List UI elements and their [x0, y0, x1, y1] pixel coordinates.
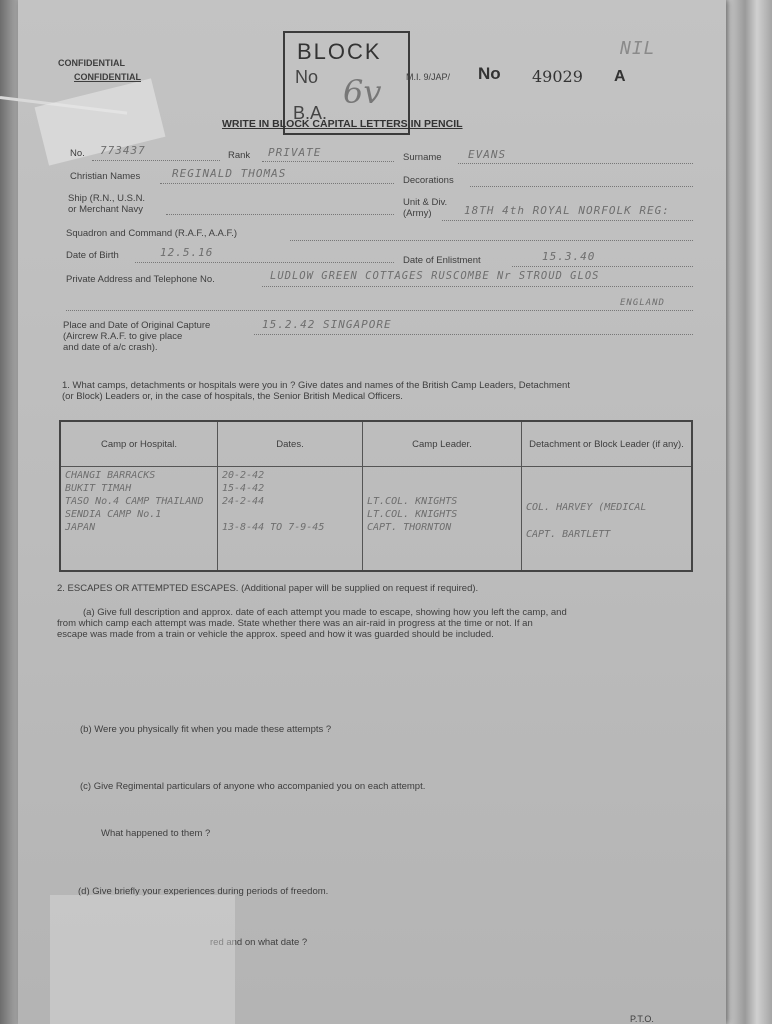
question-1: [62, 380, 702, 402]
header-camp: Camp or Hospital.: [60, 421, 218, 467]
camp-entry: SENDIA CAMP No.1: [65, 509, 162, 520]
camp-entry: BUKIT TIMAH: [65, 483, 132, 494]
question-1-line-1: 1. What camps, detachments or hospitals were you in ? Give dates and names of the British Camp Leaders, Detachment: [62, 380, 570, 391]
rank-value: PRIVATE: [268, 146, 322, 159]
stamp-no-text: No: [295, 67, 319, 87]
capture-label-line-3: and date of a/c crash).: [63, 342, 158, 353]
dates-cell: [218, 467, 363, 572]
header-dates: Dates.: [218, 421, 363, 467]
unit-label: [403, 197, 447, 219]
dob-value: 12.5.16: [160, 246, 214, 259]
question-1-line-2: (or Block) Leaders or, in the case of hospitals, the Senior British Medical Officers.: [62, 391, 403, 402]
christian-names-value: REGINALD THOMAS: [172, 167, 287, 180]
stamp-handwritten-number: 6v: [343, 73, 382, 111]
leaders-cell: [363, 467, 522, 572]
stamp-ba-text: B.A.: [293, 103, 328, 123]
question-2a-line-1: (a) Give full description and approx. date of each attempt you made to escape, showing how you left the camp, and: [83, 607, 567, 618]
camps-cell: [60, 467, 218, 572]
detachment-cell: [522, 467, 693, 572]
unit-label-line-1: Unit & Div.: [403, 197, 448, 208]
surname-label: Surname: [403, 152, 442, 163]
decorations-label: Decorations: [403, 175, 454, 186]
address-value-country: ENGLAND: [620, 298, 665, 308]
capture-label-line-1: Place and Date of Original Capture: [63, 320, 211, 331]
no-value: 773437: [100, 144, 146, 157]
date-entry: 15-4-42: [222, 483, 265, 494]
question-2d: (d) Give briefly your experiences during periods of freedom.: [78, 886, 329, 897]
ship-label: [68, 193, 145, 215]
question-2a: [57, 607, 697, 640]
faded-area: [50, 895, 235, 1024]
question-2c-followup: What happened to them ?: [101, 828, 211, 839]
unit-value: 18TH 4th ROYAL NORFOLK REG:: [464, 204, 670, 217]
address-value: LUDLOW GREEN COTTAGES RUSCOMBE Nr STROUD GLOS: [270, 270, 600, 282]
camp-entry: JAPAN: [65, 522, 96, 533]
header-camp-leader: Camp Leader.: [363, 421, 522, 467]
question-2a-line-2: from which camp each attempt was made. State whether there was an air-raid in progress at the time or not. If an: [57, 618, 533, 629]
unit-label-line-2: (Army): [403, 208, 432, 219]
pto-note: P.T.O.: [630, 1014, 654, 1024]
form-reference: M.I. 9/JAP/: [406, 72, 451, 82]
dob-label: Date of Birth: [66, 250, 119, 261]
camps-table: [59, 420, 693, 572]
detachment-entry: CAPT. BARTLETT: [526, 529, 611, 540]
capture-value: 15.2.42 SINGAPORE: [262, 318, 392, 331]
series-letter: A: [614, 68, 626, 85]
instruction-heading: WRITE IN BLOCK CAPITAL LETTERS IN PENCIL: [222, 118, 463, 130]
date-entry: 20-2-42: [222, 470, 265, 481]
classification-top: CONFIDENTIAL: [58, 58, 125, 68]
enlistment-label: Date of Enlistment: [403, 255, 481, 266]
capture-label-line-2: (Aircrew R.A.F. to give place: [63, 331, 183, 342]
surname-value: EVANS: [468, 148, 507, 161]
question-2b: (b) Were you physically fit when you made these attempts ?: [80, 724, 332, 735]
ship-label-line-2: or Merchant Navy: [68, 204, 143, 215]
camp-entry: TASO No.4 CAMP THAILAND: [65, 496, 204, 507]
leader-entry: CAPT. THORNTON: [367, 522, 452, 533]
enlistment-value: 15.3.40: [542, 250, 596, 263]
question-2-heading: 2. ESCAPES OR ATTEMPTED ESCAPES. (Additional paper will be supplied on request if required).: [57, 583, 479, 594]
leader-entry: LT.COL. KNIGHTS: [367, 509, 458, 520]
number-label: No: [478, 64, 501, 83]
classification-second: CONFIDENTIAL: [74, 72, 141, 82]
table-header-row: [60, 421, 692, 467]
camp-entry: CHANGI BARRACKS: [65, 470, 156, 481]
ship-label-line-1: Ship (R.N., U.S.N.: [68, 193, 146, 204]
rank-label: Rank: [228, 150, 251, 161]
no-label: No.: [70, 148, 85, 159]
nil-annotation: NIL: [620, 38, 656, 59]
form-number: 49029: [532, 67, 583, 86]
address-label: Private Address and Telephone No.: [66, 274, 215, 285]
table-row: [60, 467, 692, 572]
christian-names-label: Christian Names: [70, 171, 141, 182]
stamp-block-text: BLOCK: [297, 39, 382, 64]
question-2a-line-3: escape was made from a train or vehicle the approx. speed and how it was guarded should be included.: [57, 629, 494, 640]
question-2c: (c) Give Regimental particulars of anyone who accompanied you on each attempt.: [80, 781, 426, 792]
squadron-label: Squadron and Command (R.A.F., A.A.F.): [66, 228, 238, 239]
detachment-entry: COL. HARVEY (MEDICAL: [526, 502, 647, 513]
date-entry: 13-8-44 TO 7-9-45: [222, 522, 325, 533]
header-detachment: Detachment or Block Leader (if any).: [522, 421, 693, 467]
date-entry: 24-2-44: [222, 496, 265, 507]
question-2e: red and on what date ?: [210, 937, 308, 948]
leader-entry: LT.COL. KNIGHTS: [367, 496, 458, 507]
capture-label: [63, 320, 210, 353]
